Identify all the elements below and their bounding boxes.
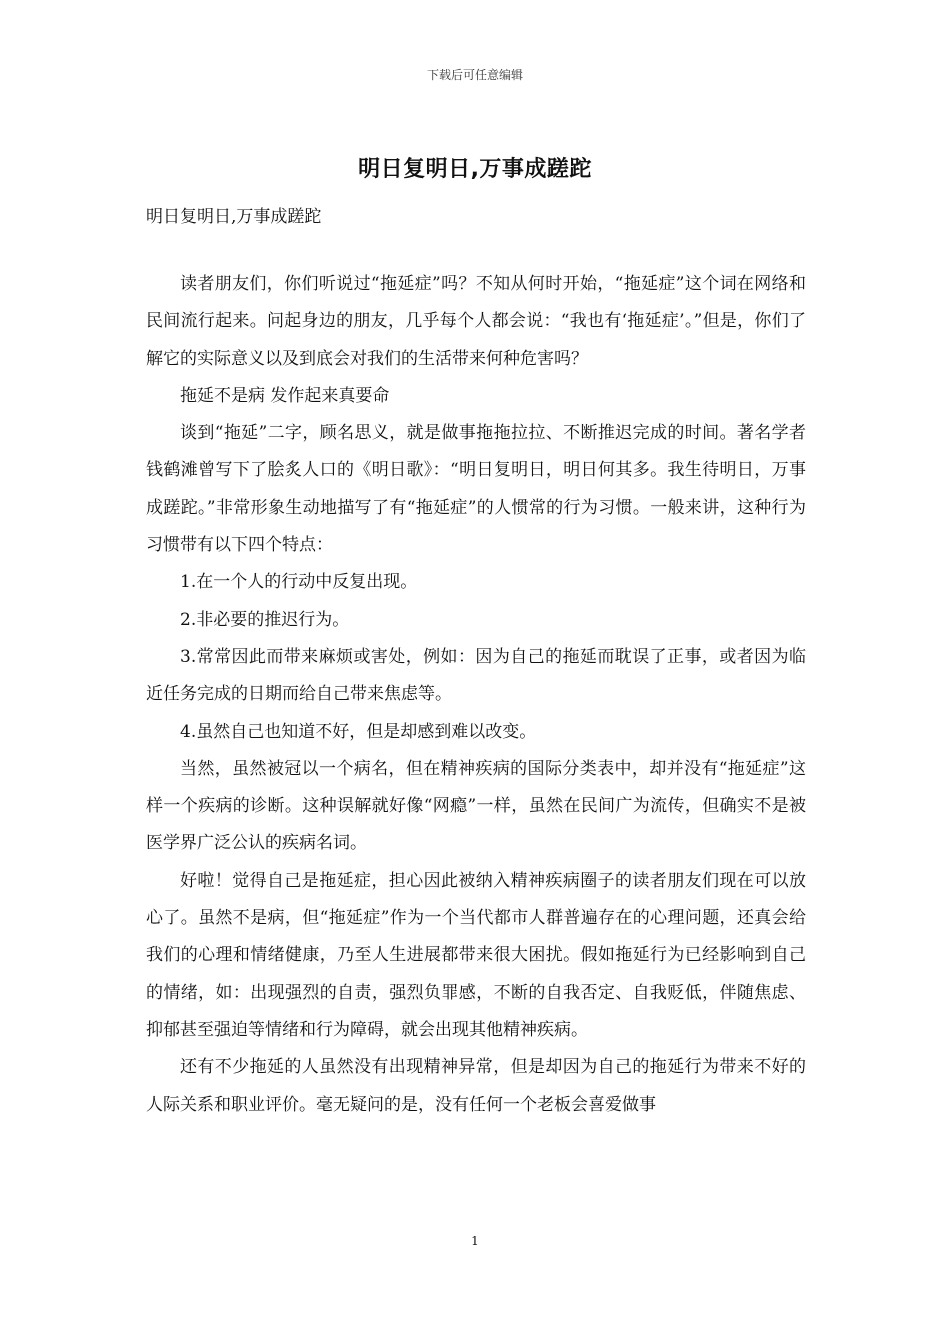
list-item-4: 4.虽然自己也知道不好，但是却感到难以改变。 — [180, 721, 537, 742]
list-item-1: 1.在一个人的行动中反复出现。 — [180, 572, 418, 593]
page-header-note: 下载后可任意编辑 — [426, 68, 523, 82]
paragraph-diagnosis: 当然，虽然被冠以一个病名，但在精神疾病的国际分类表中，却并没有“拖延症”这样一个疾病的诊断。这种误解就好像“网瘾”一样，虽然在民间广为流传，但确实不是被医学界广泛公认的疾病名词。 — [146, 758, 806, 854]
paragraph-definition: 谈到“拖延”二字，顾名思义，就是做事拖拖拉拉、不断推迟完成的时间。著名学者钱鹤滩曾写下了脍炙人口的《明日歌》：“明日复明日，明日何其多。我生待明日，万事成蹉跎。”非常形象生动地描写了有“拖延症”的人惯常的行为习惯。一般来讲，这种行为习惯带有以下四个特点： — [146, 423, 806, 556]
paragraph-intro: 读者朋友们，你们听说过“拖延症”吗？不知从何时开始，“拖延症”这个词在网络和民间流行起来。问起身边的朋友，几乎每个人都会说：“我也有‘拖延症’。”但是，你们了解它的实际意义以及到底会对我们的生活带来何种危害吗？ — [146, 274, 806, 369]
list-item-2: 2.非必要的推迟行为。 — [180, 609, 350, 630]
document-subtitle: 明日复明日,万事成蹉跎 — [146, 207, 322, 227]
document-body — [146, 266, 806, 1124]
paragraph-relationships: 还有不少拖延的人虽然没有出现精神异常，但是却因为自己的拖延行为带来不好的人际关系和职业评价。毫无疑问的是，没有任何一个老板会喜爱做事 — [146, 1057, 806, 1115]
document-title: 明日复明日,万事成蹉跎 — [358, 157, 592, 182]
section-heading: 拖延不是病 发作起来真要命 — [180, 385, 390, 406]
paragraph-impact: 好啦！觉得自己是拖延症，担心因此被纳入精神疾病圈子的读者朋友们现在可以放心了。虽然不是病，但“拖延症”作为一个当代都市人群普遍存在的心理问题，还真会给我们的心理和情绪健康，乃至人生进展都带来很大困扰。假如拖延行为已经影响到自己的情绪，如：出现强烈的自责，强烈负罪感，不断的自我否定、自我贬低，伴随焦虑、抑郁甚至强迫等情绪和行为障碍，就会出现其他精神疾病。 — [146, 870, 806, 1040]
page-number: 1 — [471, 1234, 479, 1248]
list-item-3: 3.常常因此而带来麻烦或害处，例如：因为自己的拖延而耽误了正事，或者因为临近任务完成的日期而给自己带来焦虑等。 — [146, 646, 806, 705]
